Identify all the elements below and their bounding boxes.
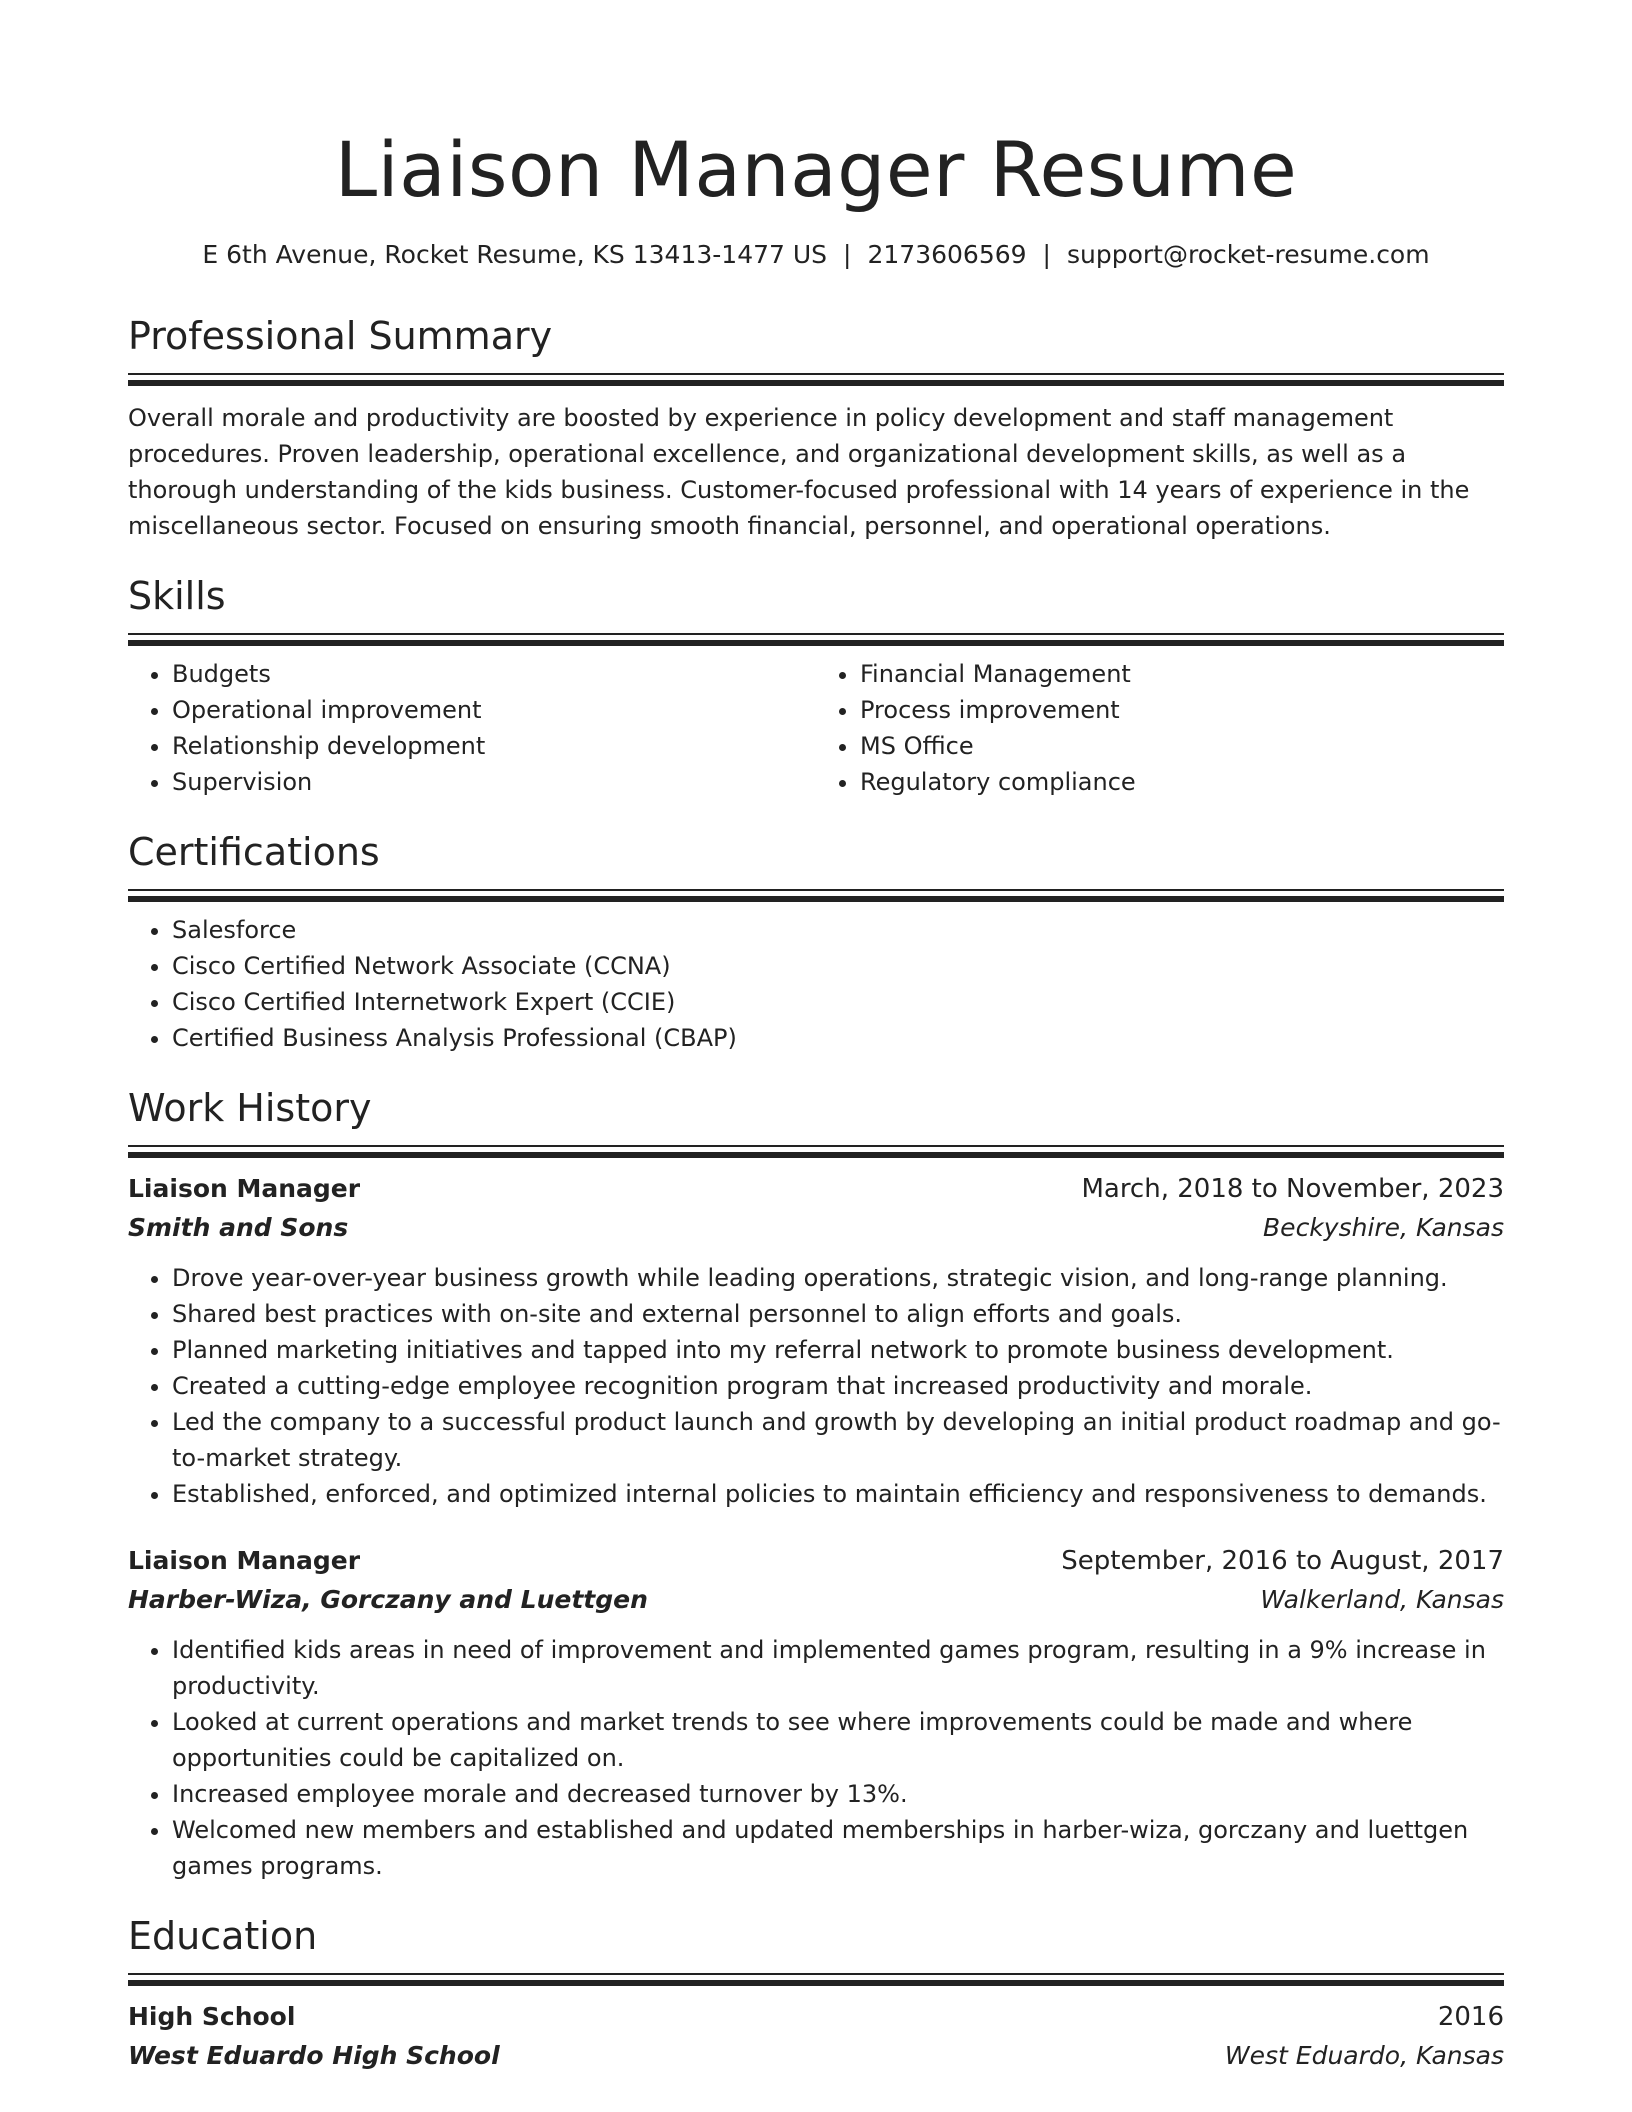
job-entry xyxy=(128,1170,1504,1512)
job-entry xyxy=(128,1542,1504,1884)
section-divider xyxy=(128,633,1504,646)
job-bullet: • Established, enforced, and optimized internal policies to maintain efficiency and responsiveness to demands. xyxy=(172,1476,1504,1512)
job-dates: March, 2018 to November, 2023 xyxy=(1081,1174,1504,1204)
job-bullets xyxy=(128,1260,1504,1512)
education-section xyxy=(128,1912,1504,2076)
skill-item: • Operational improvement xyxy=(172,692,816,728)
job-bullet: • Planned marketing initiatives and tapped into my referral network to promote business development. xyxy=(172,1332,1504,1368)
job-bullet: • Led the company to a successful product launch and growth by developing an initial product roadmap and go-to-market strategy. xyxy=(172,1404,1504,1476)
job-location: Walkerland, Kansas xyxy=(1260,1585,1504,1614)
job-bullet: • Looked at current operations and market trends to see where improvements could be made and where opportunities could be capitalized on. xyxy=(172,1704,1504,1776)
job-bullet: • Identified kids areas in need of improvement and implemented games program, resulting in a 9% increase in productivity. xyxy=(172,1632,1504,1704)
contact-email: support@rocket-resume.com xyxy=(1066,240,1430,269)
education-location: West Eduardo, Kansas xyxy=(1224,2041,1504,2070)
job-title: Liaison Manager xyxy=(128,1174,361,1203)
skill-item: • MS Office xyxy=(860,728,1504,764)
certification-item: • Cisco Certified Network Associate (CCNA) xyxy=(172,948,1504,984)
job-bullets xyxy=(128,1632,1504,1884)
skill-item: • Financial Management xyxy=(860,656,1504,692)
work-history-heading: Work History xyxy=(128,1086,372,1130)
job-location: Beckyshire, Kansas xyxy=(1263,1213,1504,1242)
summary-heading: Professional Summary xyxy=(128,314,553,358)
education-year: 2016 xyxy=(1437,2002,1504,2032)
contact-phone: 2173606569 xyxy=(867,240,1027,269)
resume-title: Liaison Manager Resume xyxy=(334,125,1298,214)
skill-item: • Process improvement xyxy=(860,692,1504,728)
job-bullet: • Created a cutting-edge employee recognition program that increased productivity and morale. xyxy=(172,1368,1504,1404)
skills-grid xyxy=(128,656,1504,800)
section-divider xyxy=(128,373,1504,386)
contact-separator: | xyxy=(843,240,852,269)
section-divider xyxy=(128,1145,1504,1158)
certifications-heading: Certifications xyxy=(128,830,380,874)
skill-item: • Budgets xyxy=(172,656,816,692)
job-bullet: • Drove year-over-year business growth while leading operations, strategic vision, and long-range planning. xyxy=(172,1260,1504,1296)
certifications-section xyxy=(128,828,1504,1056)
summary-section xyxy=(128,312,1504,544)
job-bullet: • Shared best practices with on-site and external personnel to align efforts and goals. xyxy=(172,1296,1504,1332)
job-company: Harber-Wiza, Gorczany and Luettgen xyxy=(128,1585,648,1614)
education-entry xyxy=(128,1998,1504,2076)
section-divider xyxy=(128,889,1504,902)
section-divider xyxy=(128,1973,1504,1986)
job-dates: September, 2016 to August, 2017 xyxy=(1061,1546,1504,1576)
job-bullet: • Increased employee morale and decreased turnover by 13%. xyxy=(172,1776,1504,1812)
skills-section xyxy=(128,572,1504,800)
summary-text: Overall morale and productivity are boosted by experience in policy development and staff management procedures. Proven leadership, operational excellence, and organizational development skills, as well as a thorough understanding of the kids business. Customer-focused professional with 14 years of experience in the miscellaneous sector. Focused on ensuring smooth financial, personnel, and operational operations. xyxy=(128,404,1470,540)
certification-item: • Cisco Certified Internetwork Expert (CCIE) xyxy=(172,984,1504,1020)
skill-item: • Relationship development xyxy=(172,728,816,764)
contact-separator: | xyxy=(1042,240,1051,269)
education-degree: High School xyxy=(128,2002,296,2031)
education-heading: Education xyxy=(128,1914,318,1958)
job-title: Liaison Manager xyxy=(128,1546,361,1575)
work-history-section xyxy=(128,1084,1504,1884)
education-school: West Eduardo High School xyxy=(128,2041,500,2070)
contact-line xyxy=(128,238,1504,272)
certification-item: • Certified Business Analysis Professional (CBAP) xyxy=(172,1020,1504,1056)
skills-column-right xyxy=(816,656,1504,800)
skills-heading: Skills xyxy=(128,574,226,618)
skills-column-left xyxy=(128,656,816,800)
skill-item: • Supervision xyxy=(172,764,816,800)
certifications-list xyxy=(128,912,1504,1056)
contact-address: E 6th Avenue, Rocket Resume, KS 13413-1477 US xyxy=(202,240,828,269)
job-bullet: • Welcomed new members and established and updated memberships in harber-wiza, gorczany and luettgen games programs. xyxy=(172,1812,1504,1884)
job-company: Smith and Sons xyxy=(128,1213,349,1242)
certification-item: • Salesforce xyxy=(172,912,1504,948)
skill-item: • Regulatory compliance xyxy=(860,764,1504,800)
